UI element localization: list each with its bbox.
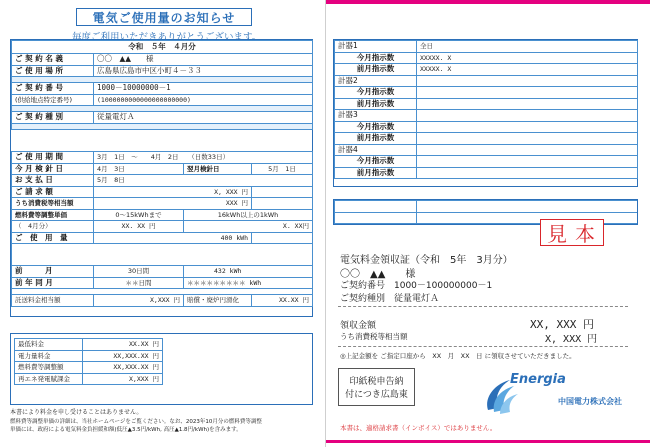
charge-value: XX,XXX.XX 円 [83, 362, 163, 374]
receipt-amount-label: 領収金額 [340, 321, 377, 331]
meter-prev-value [417, 167, 638, 179]
usage-graph-area [12, 244, 313, 266]
meter-date-value: 4月 3日 [94, 163, 184, 175]
empty-cell [252, 198, 313, 210]
receipt-tax-label: うち消費税等相当額 [340, 332, 408, 341]
compensation-label: 賠償・廃炉円滑化 [184, 295, 252, 307]
notes [10, 409, 325, 435]
receipt-amount-value: XX, XXX 円 [530, 318, 594, 331]
meter-note [417, 75, 638, 87]
meter-note: 全日 [417, 41, 638, 53]
title-box [76, 8, 252, 26]
receipt-note: ◎上記金額を ご指定口座から XX 月 XX 日 に領収させていただきました。 [340, 352, 576, 360]
note-line: 燃料費等調整単価の詳細は、当社ホームページをご覧ください。なお、2023年10月分の燃料費等調整 [10, 418, 262, 425]
customer-table [11, 40, 313, 130]
note-line: 本書により料金を申し受けることはありません。 [10, 409, 143, 416]
meter-current-value [417, 121, 638, 133]
meter-title: 計器3 [335, 110, 417, 122]
payment-value: 5月 8日 [94, 175, 313, 187]
billing-month: 令和 ５年 ４月分 [12, 41, 313, 54]
billing-value: X, XXX 円 [94, 186, 252, 198]
meter-table [334, 40, 638, 179]
meter-prev-label: 前月指示数 [335, 167, 417, 179]
company-name: 中国電力株式会社 [558, 397, 622, 406]
contract-type-label: ご 契 約 種 別 [12, 112, 94, 124]
tax-stamp-line: 付につき広島東 [345, 390, 408, 400]
supply-value: (1000000000000000000000) [94, 94, 313, 106]
sample-stamp [540, 219, 604, 246]
charge-value: XX.XX 円 [83, 339, 163, 351]
transfer-label: 託送料金相当額 [12, 295, 94, 307]
brand-name: Energia [510, 372, 566, 387]
charge-row [15, 339, 163, 351]
prev-year-days: ＊＊日間 [94, 277, 184, 289]
prev-month-label: 前 月 [12, 266, 94, 278]
amount-value: 400 kWh [94, 232, 252, 244]
fuel-label: 燃料費等調整単価 [12, 209, 94, 221]
charge-label: 最低料金 [15, 339, 83, 351]
meter-note [417, 110, 638, 122]
tax-label: うち消費税等相当額 [12, 198, 94, 210]
contract-type-value: 従量電灯Ａ [94, 112, 313, 124]
meter-title: 計器4 [335, 144, 417, 156]
meter-prev-value [417, 133, 638, 145]
fuel-value-1: XX. XX 円 [94, 221, 184, 233]
meter-note [417, 144, 638, 156]
place-value: 広島県広島市中区小町４－３３ [94, 65, 313, 77]
top-accent-bar [326, 0, 650, 4]
meter-current-value [417, 87, 638, 99]
contract-no-value: 1000－10000000－1 [94, 83, 313, 95]
fuel-range-1: 0～15kWhまで [94, 209, 184, 221]
charge-row [15, 373, 163, 385]
prev-year-label: 前 年 同 月 [12, 277, 94, 289]
meter-current-value: XXXXX. X [417, 52, 638, 64]
meter-title: 計器2 [335, 75, 417, 87]
meter-current-value [417, 156, 638, 168]
contract-no-label: ご 契 約 番 号 [12, 83, 94, 95]
fuel-value-2: X. XX円 [184, 221, 313, 233]
next-meter-value: 5月 1日 [252, 163, 313, 175]
receipt-name: 〇〇 ▲▲ 様 [340, 269, 416, 280]
meter-current-label: 今月指示数 [335, 52, 417, 64]
prev-month-value: 432 kWh [184, 266, 313, 278]
compensation-value: XX.XX 円 [252, 295, 313, 307]
charges-table [14, 338, 163, 385]
amount-label: ご 使 用 量 [12, 232, 94, 244]
receipt-divider [338, 306, 628, 307]
tax-stamp-box [338, 368, 415, 406]
place-label: ご 使 用 場 所 [12, 65, 94, 77]
sample-stamp-text: 見本 [547, 222, 603, 246]
spacer-row [12, 123, 313, 129]
prev-month-days: 30日間 [94, 266, 184, 278]
meter-prev-label: 前月指示数 [335, 133, 417, 145]
supply-label: (供給地点特定番号) [12, 94, 94, 106]
fuel-range-2: 16kWh以上の1kWh [184, 209, 313, 221]
meter-prev-value: XXXXX. X [417, 64, 638, 76]
charge-label: 再エネ発電賦課金 [15, 373, 83, 385]
name-label: ご 契 約 名 義 [12, 54, 94, 66]
receipt-contract-type: ご契約種別 従量電灯Ａ [340, 294, 440, 304]
payment-label: お 支 払 日 [12, 175, 94, 187]
fuel-month: （ 4月分） [12, 221, 94, 233]
page-title: 電気ご使用量のお知らせ [92, 10, 236, 25]
invoice-disclaimer: 本書は、適格請求書（インボイス）ではありません。 [340, 424, 497, 432]
empty-cell [252, 186, 313, 198]
meter-prev-label: 前月指示数 [335, 98, 417, 110]
period-value: 3月 1日 ～ 4月 2日 （日数33日） [94, 152, 313, 164]
charge-label: 燃料費等調整額 [15, 362, 83, 374]
receipt-contract-no: ご契約番号 1000－100000000－1 [340, 281, 493, 291]
meter-current-label: 今月指示数 [335, 87, 417, 99]
next-meter-label: 翌月検針日 [184, 163, 252, 175]
charge-value: XX,XXX.XX 円 [83, 350, 163, 362]
empty-cell [252, 232, 313, 244]
charge-label: 電力量料金 [15, 350, 83, 362]
charge-row [15, 362, 163, 374]
transfer-value: X,XXX 円 [94, 295, 184, 307]
receipt-divider [338, 346, 628, 347]
charge-value: X,XXX 円 [83, 373, 163, 385]
note-line: 単価には、政府による電気料金負担緩和額(低圧▲3.5円/kWh, 高圧▲1.8円/kWh)を含みます。 [10, 427, 242, 433]
usage-table [11, 151, 313, 307]
meter-date-label: 今 月 検 針 日 [12, 163, 94, 175]
meter-current-label: 今月指示数 [335, 156, 417, 168]
billing-label: ご 請 求 額 [12, 186, 94, 198]
receipt-title: 電気料金領収証（令和 5年 3月分） [340, 255, 513, 266]
meter-prev-label: 前月指示数 [335, 64, 417, 76]
receipt-tax-value: X, XXX 円 [545, 334, 598, 345]
fold-line [325, 0, 326, 447]
name-value: 〇〇 ▲▲ 様 [94, 54, 313, 66]
tax-stamp-line: 印紙税申告納 [349, 377, 404, 387]
prev-year-value: ＊＊＊＊＊＊＊＊＊ kWh [184, 277, 313, 289]
energia-logo [480, 370, 620, 418]
meter-prev-value [417, 98, 638, 110]
tax-value: XXX 円 [94, 198, 252, 210]
meter-current-label: 今月指示数 [335, 121, 417, 133]
greeting-text: 毎度ご利用いただきありがとうございます。 [72, 32, 262, 43]
meter-title: 計器1 [335, 41, 417, 53]
charge-row [15, 350, 163, 362]
bottom-accent-bar [326, 440, 650, 443]
period-label: ご 使 用 期 間 [12, 152, 94, 164]
